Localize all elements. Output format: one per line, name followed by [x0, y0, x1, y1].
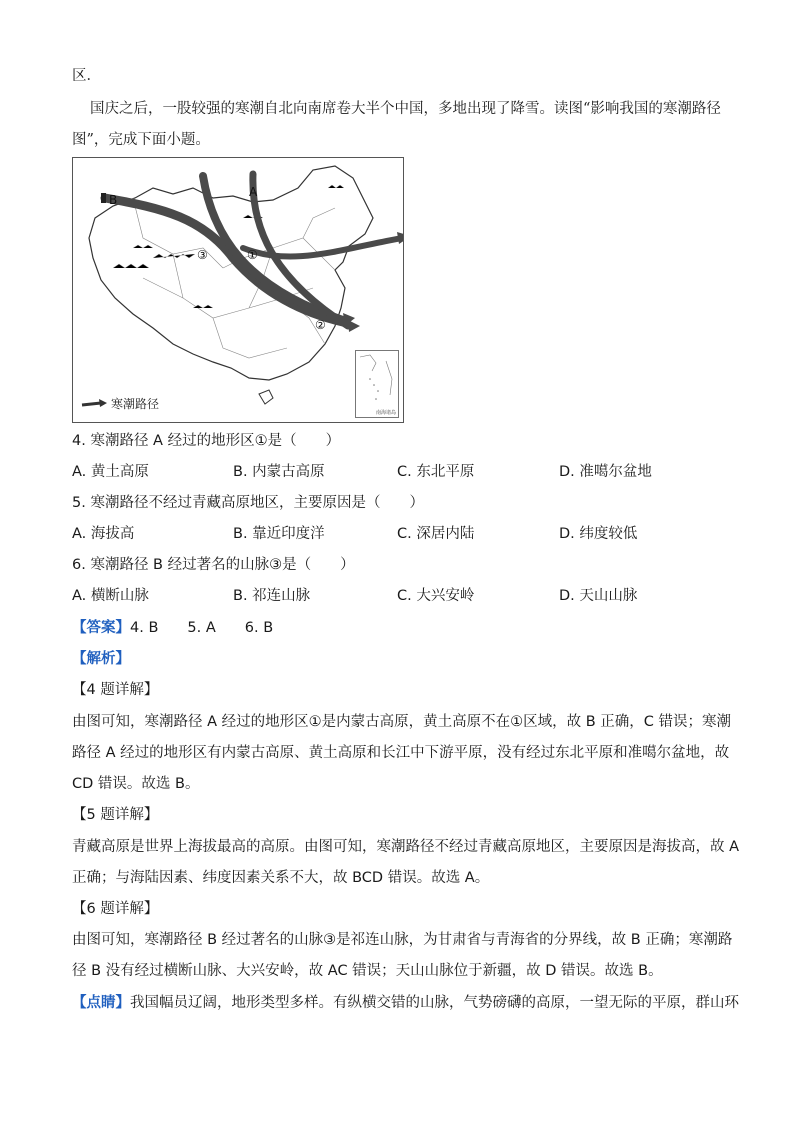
top-fragment: 区．: [72, 68, 101, 84]
map-legend: [81, 395, 159, 412]
inset-note: 南海诸岛: [375, 410, 396, 416]
cold-wave-route-map: [72, 157, 404, 423]
question-4-stem: 4. 寒潮路径 A 经过的地形区①是（ ）: [72, 433, 341, 449]
intro-line-1: 国庆之后，一股较强的寒潮自北向南席卷大半个中国，多地出现了降雪。读图“影响我国的寒潮路径: [90, 101, 721, 117]
question-5-stem: 5. 寒潮路径不经过青藏高原地区，主要原因是（ ）: [72, 495, 424, 511]
detail-6-line-2: 径 B 没有经过横断山脉、大兴安岭，故 AC 错误；天山山脉位于新疆，故 D 错误。故选 B。: [72, 963, 663, 979]
q5-option-a: A. 海拔高: [72, 526, 135, 542]
detail-5-line-1: 青藏高原是世界上海拔最高的高原。由图可知，寒潮路径不经过青藏高原地区，主要原因是海拔高，故 A: [72, 839, 740, 855]
answer-line: [72, 618, 273, 638]
tip-label: 【点睛】: [72, 995, 130, 1011]
south-china-sea-inset: [355, 350, 399, 418]
tip-text: 我国幅员辽阔，地形类型多样。有纵横交错的山脉，气势磅礴的高原，一望无际的平原，群山环: [130, 995, 739, 1011]
q6-option-a: A. 横断山脉: [72, 588, 149, 604]
q6-option-c: C. 大兴安岭: [397, 588, 475, 604]
marker-1: ①: [247, 248, 258, 262]
province-borders: [133, 198, 335, 358]
detail-5-line-2: 正确；与海陆因素、纬度因素关系不大，故 BCD 错误。故选 A。: [72, 870, 490, 886]
label-a: A: [249, 185, 258, 199]
legend-text: 寒潮路径: [111, 397, 160, 411]
answer-text: 4. B 5. A 6. B: [130, 620, 274, 636]
q5-option-c: C. 深居内陆: [397, 526, 475, 542]
map-drawing: [73, 158, 403, 422]
q6-option-b: B. 祁连山脉: [233, 588, 311, 604]
detail-6-line-1: 由图可知，寒潮路径 B 经过著名的山脉③是祁连山脉，为甘肃省与青海省的分界线，故 B 正确；寒潮路: [72, 932, 733, 948]
detail-5-heading: 【5 题详解】: [72, 807, 159, 823]
q5-option-d: D. 纬度较低: [559, 526, 638, 542]
tip-line: [72, 993, 739, 1013]
q5-option-b: B. 靠近印度洋: [233, 526, 325, 542]
label-b: B: [109, 193, 118, 207]
detail-4-line-1: 由图可知，寒潮路径 A 经过的地形区①是内蒙古高原，黄土高原不在①区域，故 B 正确，C 错误；寒潮: [72, 714, 732, 730]
marker-2: ②: [315, 318, 326, 332]
china-outline: [89, 166, 373, 380]
question-6-stem: 6. 寒潮路径 B 经过著名的山脉③是（ ）: [72, 557, 355, 573]
detail-6-heading: 【6 题详解】: [72, 901, 159, 917]
hainan-island: [259, 390, 273, 404]
arrow-icon: [81, 399, 107, 409]
answer-label: 【答案】: [72, 620, 130, 636]
route-b-start-marker: [101, 193, 106, 203]
q4-option-b: B. 内蒙古高原: [233, 464, 325, 480]
intro-line-2: 图”，完成下面小题。: [72, 132, 210, 148]
detail-4-line-2: 路径 A 经过的地形区有内蒙古高原、黄土高原和长江中下游平原，没有经过东北平原和准噶尔盆地，故: [72, 745, 730, 761]
q6-option-d: D. 天山山脉: [559, 588, 638, 604]
inset-drawing: [356, 351, 398, 417]
analysis-label: 【解析】: [72, 651, 130, 667]
q4-option-d: D. 准噶尔盆地: [559, 464, 652, 480]
detail-4-heading: 【4 题详解】: [72, 682, 159, 698]
q4-option-a: A. 黄土高原: [72, 464, 149, 480]
marker-3: ③: [197, 248, 208, 262]
q4-option-c: C. 东北平原: [397, 464, 475, 480]
detail-4-line-3: CD 错误。故选 B。: [72, 776, 200, 792]
